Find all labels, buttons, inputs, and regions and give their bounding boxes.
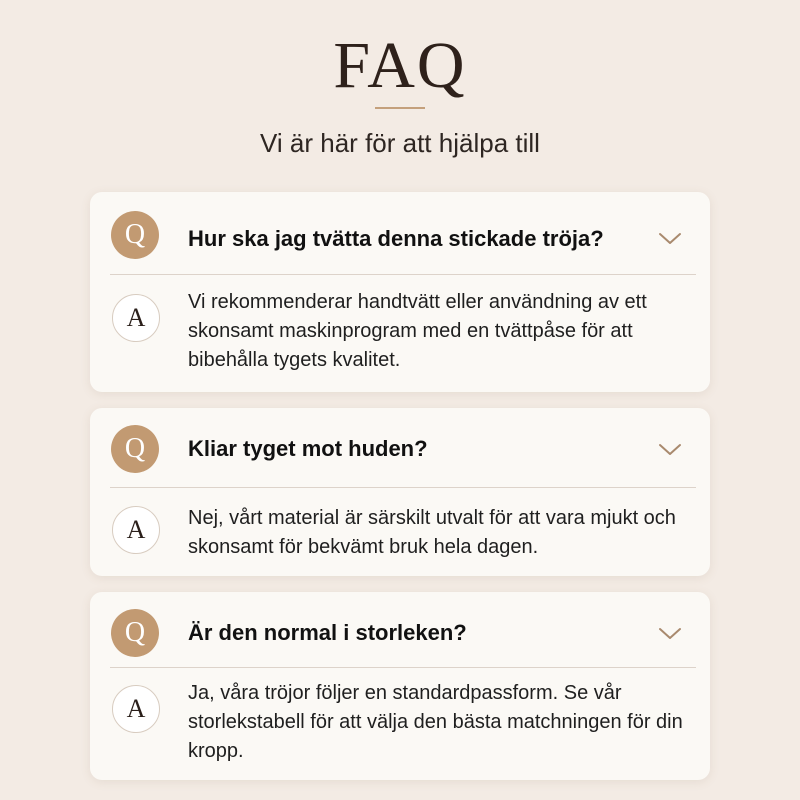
faq-divider [110,487,696,488]
chevron-down-icon[interactable] [658,232,682,246]
faq-question-1: Hur ska jag tvätta denna stickade tröja? [188,226,604,251]
chevron-down-icon[interactable] [658,443,682,457]
title-divider [375,107,425,109]
faq-divider [110,667,696,668]
faq-answer-3: Ja, våra tröjor följer en standardpassform. Se vår storlekstabell för att välja den bästa matchningen för din kropp. [188,682,683,762]
faq-question-toggle-3[interactable] [90,592,710,674]
question-badge-icon: Q [111,609,159,657]
faq-question-2: Kliar tyget mot huden? [188,436,428,461]
faq-divider [110,274,696,275]
chevron-down-icon[interactable] [658,627,682,641]
faq-item-1 [90,192,710,392]
faq-answer-1: Vi rekommenderar handtvätt eller användning av ett skonsamt maskinprogram med en tvättpåse för att bibehålla tygets kvalitet. [188,291,647,371]
answer-badge-icon: A [112,685,160,733]
answer-badge-icon: A [112,506,160,554]
faq-item-2 [90,408,710,576]
faq-answer-2: Nej, vårt material är särskilt utvalt för att vara mjukt och skonsamt för bekvämt bruk hela dagen. [188,507,676,558]
faq-question-toggle-1[interactable] [90,192,710,274]
faq-question-3: Är den normal i storleken? [188,620,467,645]
faq-question-toggle-2[interactable] [90,408,710,490]
question-badge-icon: Q [111,425,159,473]
faq-item-3 [90,592,710,780]
page-title: FAQ [333,29,467,102]
page-subtitle: Vi är här för att hjälpa till [260,128,540,158]
answer-badge-icon: A [112,294,160,342]
question-badge-icon: Q [111,211,159,259]
